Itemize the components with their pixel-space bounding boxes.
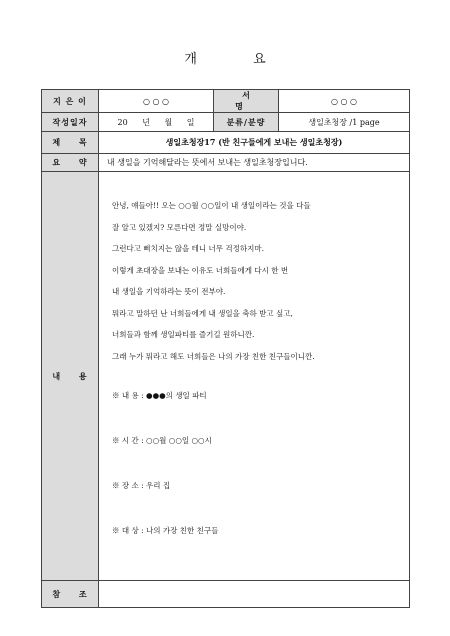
author-row bbox=[42, 90, 410, 113]
signature-label bbox=[214, 90, 279, 113]
category-value: 생일초청장 /1 page bbox=[279, 113, 410, 132]
summary-row bbox=[42, 154, 410, 172]
document-title: 개 요 bbox=[184, 52, 292, 67]
summary-label-text: 요 약 bbox=[52, 157, 88, 167]
detail-line-time: ※ 시 간 : ○○월 ○○일 ○○시 bbox=[112, 436, 212, 445]
subject-value: 생일초청장17 (반 친구들에게 보내는 생일초청장) bbox=[99, 132, 410, 154]
detail-line-audience: ※ 대 상 : 나의 가장 친한 친구들 bbox=[112, 526, 219, 535]
signature-value: ○ ○ ○ bbox=[279, 90, 410, 113]
content-line: 이렇게 초대장을 보내는 이유도 너희들에게 다시 한 번 bbox=[112, 265, 289, 275]
reference-row bbox=[42, 581, 410, 608]
author-label: 지 은 이 bbox=[42, 90, 99, 113]
author-value: ○ ○ ○ bbox=[99, 90, 214, 113]
detail-line-place: ※ 장 소 : 우리 집 bbox=[112, 481, 171, 490]
content-label-text: 내 용 bbox=[52, 370, 88, 381]
content-line: 안녕, 얘들아!! 오는 ○○월 ○○일이 내 생일이라는 것을 다들 bbox=[112, 201, 311, 210]
content-spacer bbox=[112, 372, 409, 390]
reference-label-text: 참 조 bbox=[52, 588, 88, 599]
content-label bbox=[42, 172, 99, 581]
signature-label-text: 서 명 bbox=[235, 90, 264, 111]
reference-value bbox=[99, 581, 410, 608]
date-label: 작성일자 bbox=[42, 113, 99, 132]
summary-label bbox=[42, 154, 99, 172]
category-label: 분류/분량 bbox=[214, 113, 279, 132]
content-body bbox=[99, 172, 410, 581]
content-line: 그래 누가 뭐라고 해도 너희들은 나의 가장 친한 친구들이니깐. bbox=[112, 351, 315, 361]
date-row bbox=[42, 113, 410, 132]
date-value bbox=[99, 113, 214, 132]
detail-line-event: ※ 내 용 : ●●●의 생일 파티 bbox=[112, 391, 207, 400]
reference-label bbox=[42, 581, 99, 608]
summary-value: 내 생일을 기억해달라는 뜻에서 보내는 생일초청장입니다. bbox=[99, 154, 410, 172]
content-line: 내 생일을 기억하라는 뜻이 전부야. bbox=[112, 287, 226, 296]
date-value-text: 20 년 월 일 bbox=[117, 117, 195, 127]
content-line: 잘 알고 있겠지? 모른다면 정말 실망이야. bbox=[112, 222, 247, 232]
subject-label-text: 제 목 bbox=[52, 137, 88, 147]
content-line: 뭐라고 말하던 난 너희들에게 내 생일을 축하 받고 싶고, bbox=[112, 308, 293, 318]
summary-form-table bbox=[41, 89, 410, 608]
subject-label bbox=[42, 132, 99, 154]
content-row bbox=[42, 172, 410, 581]
subject-row bbox=[42, 132, 410, 154]
content-line: 그런다고 삐치지는 않을 테니 너무 걱정하지마. bbox=[112, 244, 264, 253]
content-line: 너희들과 함께 생일파티를 즐기길 원하니깐. bbox=[112, 330, 255, 339]
